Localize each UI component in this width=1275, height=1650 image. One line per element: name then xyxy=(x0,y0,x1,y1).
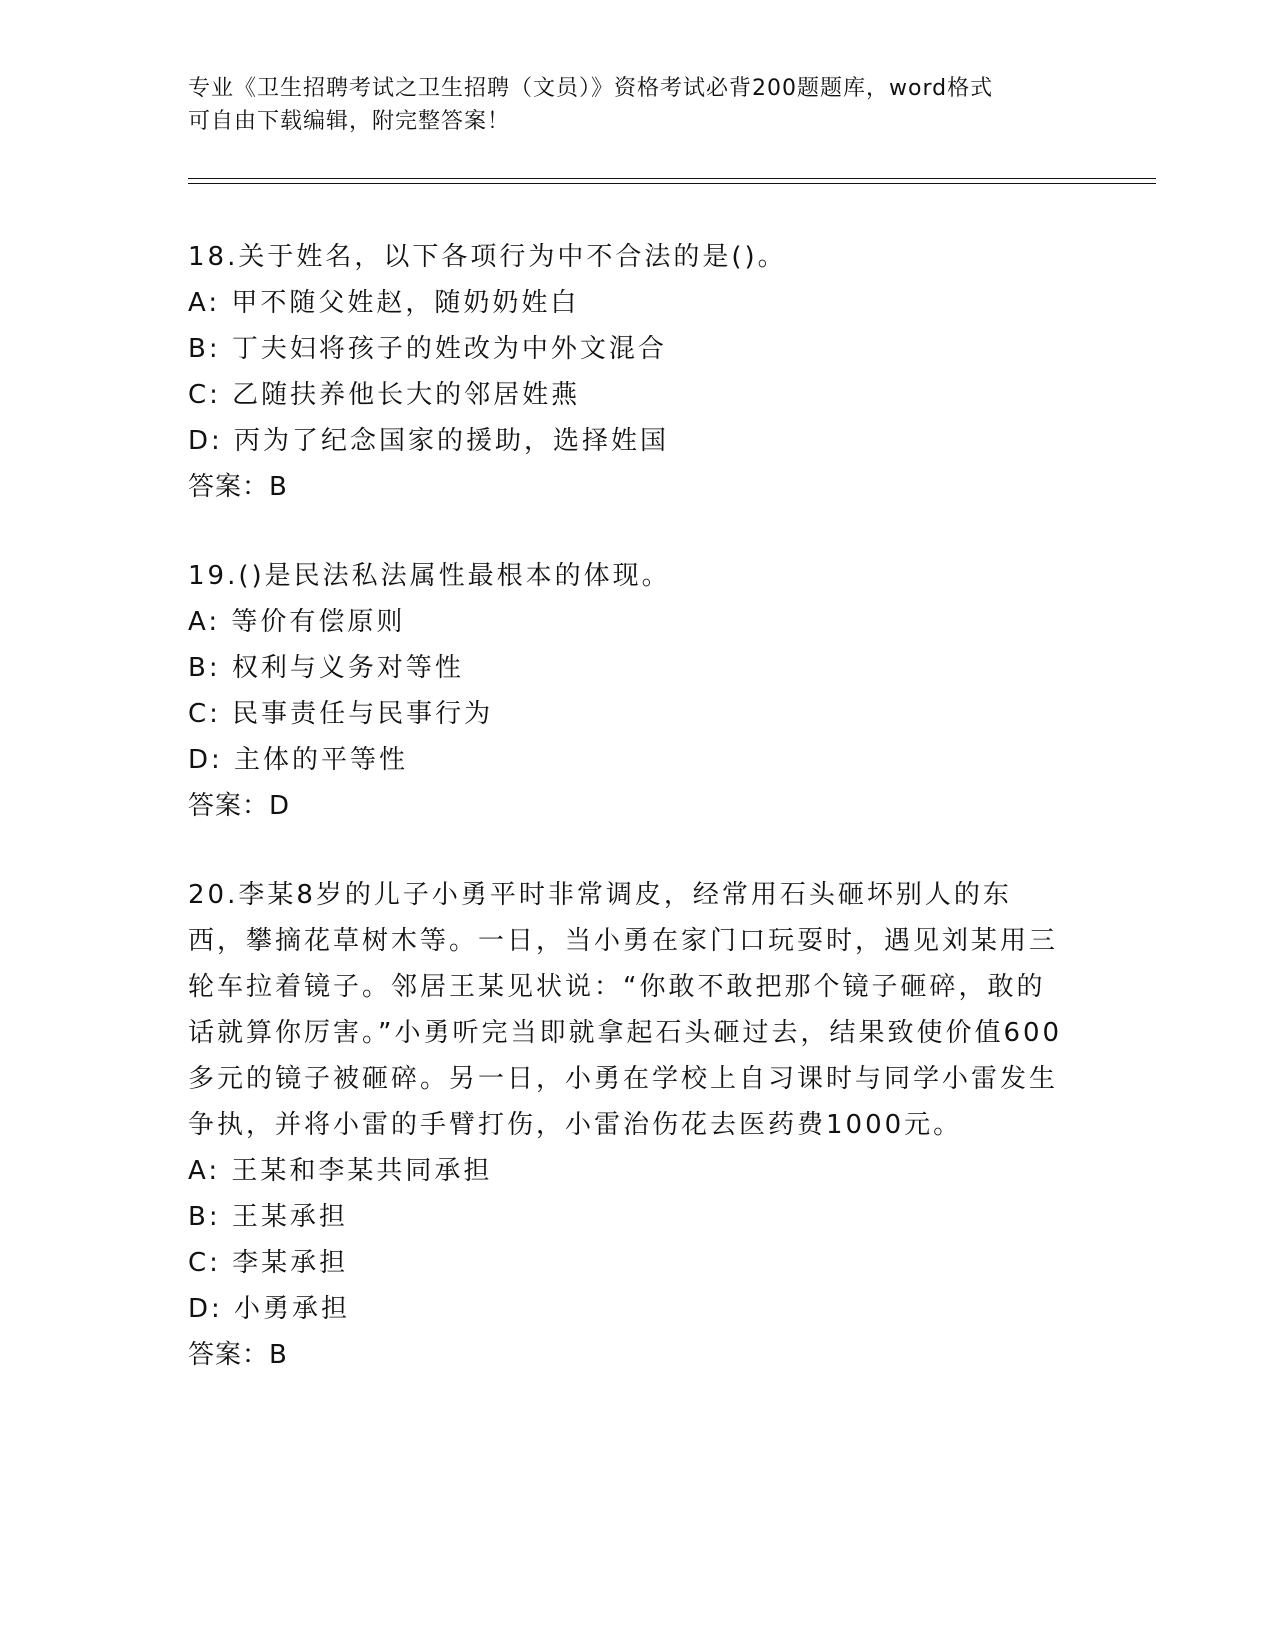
header-line-1: 专业《卫生招聘考试之卫生招聘（文员）》资格考试必背200题题库，word格式 xyxy=(188,76,994,101)
question-20 xyxy=(188,872,1068,1378)
option-d: D: 小勇承担 xyxy=(188,1294,351,1324)
option-d: D: 主体的平等性 xyxy=(188,745,409,775)
question-stem: 19.()是民法私法属性最根本的体现。 xyxy=(188,561,671,591)
answer-line: 答案：B xyxy=(188,1340,288,1370)
answer-line: 答案：D xyxy=(188,791,291,821)
option-b: B: 丁夫妇将孩子的姓改为中外文混合 xyxy=(188,334,667,364)
document-header xyxy=(188,72,1068,138)
header-line-2: 可自由下载编辑，附完整答案！ xyxy=(188,109,511,134)
option-c: C: 李某承担 xyxy=(188,1248,349,1278)
option-b: B: 王某承担 xyxy=(188,1202,348,1232)
option-b: B: 权利与义务对等性 xyxy=(188,653,464,683)
option-c: C: 民事责任与民事行为 xyxy=(188,699,494,729)
header-divider-bottom xyxy=(188,183,1156,184)
header-divider-top xyxy=(188,178,1156,179)
option-a: A: 王某和李某共同承担 xyxy=(188,1156,493,1186)
question-19 xyxy=(188,553,1068,829)
option-c: C: 乙随扶养他长大的邻居姓燕 xyxy=(188,380,581,410)
answer-line: 答案：B xyxy=(188,472,288,502)
question-stem: 18.关于姓名，以下各项行为中不合法的是()。 xyxy=(188,242,787,272)
option-a: A: 等价有偿原则 xyxy=(188,607,406,637)
option-d: D: 丙为了纪念国家的援助，选择姓国 xyxy=(188,426,670,456)
question-stem: 20.李某8岁的儿子小勇平时非常调皮，经常用石头砸坏别人的东西，攀摘花草树木等。一日，当小勇在家门口玩耍时，遇见刘某用三轮车拉着镜子。邻居王某见状说：“你敢不敢把那个镜子砸碎，敢的话就算你厉害。”小勇听完当即就拿起石头砸过去，结果致使价值600多元的镜子被砸碎。另一日，小勇在学校上自习课时与同学小雷发生争执，并将小雷的手臂打伤，小雷治伤花去医药费1000元。 xyxy=(188,880,1063,1140)
option-a: A: 甲不随父姓赵，随奶奶姓白 xyxy=(188,288,580,318)
question-18 xyxy=(188,234,1068,510)
